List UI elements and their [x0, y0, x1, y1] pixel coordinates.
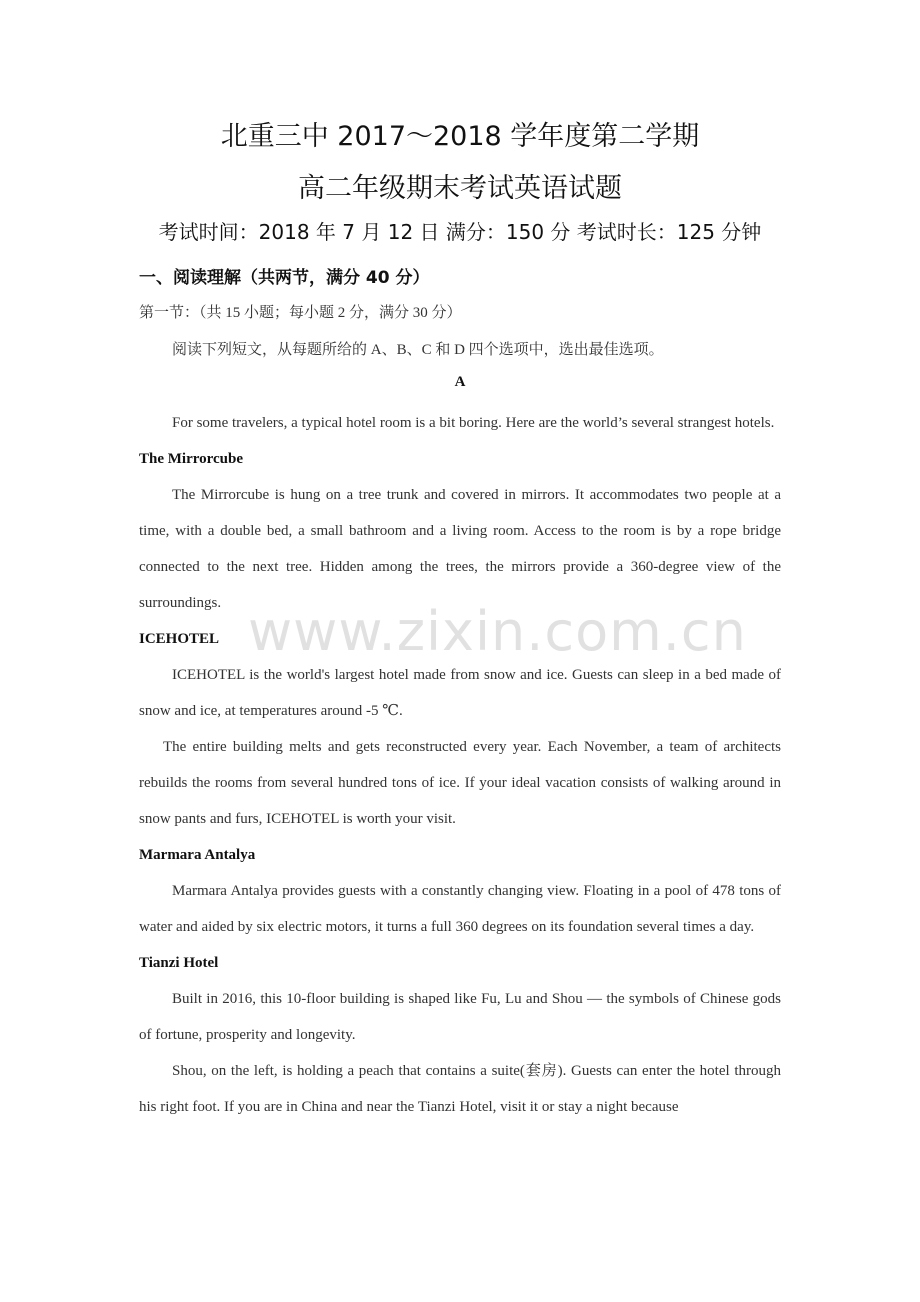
passage-intro: For some travelers, a typical hotel room is a bit boring. Here are the world’s several strangest hotels. — [172, 415, 775, 431]
exam-subtitle: 高二年级期末考试英语试题 — [298, 173, 622, 204]
watermark: www.zixin.com.cn — [248, 600, 747, 663]
hotel-paragraph: Marmara Antalya provides guests with a constantly changing view. Floating in a pool of 478 tons of water and aided by six electric motors, it turns a full 360 degrees on its foundation several times a day. — [139, 883, 781, 935]
hotel-heading: ICEHOTEL — [139, 631, 220, 647]
hotel-heading: Marmara Antalya — [139, 847, 256, 863]
section-heading: 一、阅读理解（共两节，满分 40 分） — [139, 268, 430, 288]
hotel-paragraph: Shou, on the left, is holding a peach that contains a suite(套房). Guests can enter the hotel through his right foot. If you are in China and near the Tianzi Hotel, visit it or stay a night because — [139, 1063, 781, 1115]
hotel-heading: The Mirrorcube — [139, 451, 244, 467]
hotel-paragraph: ICEHOTEL is the world's largest hotel made from snow and ice. Guests can sleep in a bed made of snow and ice, at temperatures around -5 ℃. — [139, 667, 781, 719]
hotel-paragraph: The Mirrorcube is hung on a tree trunk and covered in mirrors. It accommodates two people at a time, with a double bed, a small bathroom and a living room. Access to the room is by a rope bridge connected to the next tree. Hidden among the trees, the mirrors provide a 360-degree view of the surroundings. — [139, 487, 781, 611]
hotel-paragraph: Built in 2016, this 10-floor building is shaped like Fu, Lu and Shou — the symbols of Chinese gods of fortune, prosperity and longevity. — [139, 991, 781, 1043]
hotel-paragraph: The entire building melts and gets reconstructed every year. Each November, a team of architects rebuilds the rooms from several hundred tons of ice. If your ideal vacation consists of walking around in snow pants and furs, ICEHOTEL is worth your visit. — [139, 739, 781, 827]
hotel-heading: Tianzi Hotel — [139, 955, 219, 971]
subsection-heading: 第一节：（共 15 小题；每小题 2 分，满分 30 分） — [139, 305, 462, 321]
exam-info: 考试时间：2018 年 7 月 12 日 满分：150 分 考试时长：125 分钟 — [158, 220, 762, 244]
instruction-text: 阅读下列短文，从每题所给的 A、B、C 和 D 四个选项中，选出最佳选项。 — [172, 342, 664, 358]
exam-title: 北重三中 2017～2018 学年度第二学期 — [220, 121, 700, 152]
passage-body — [139, 405, 781, 1125]
passage-label: A — [454, 374, 466, 390]
